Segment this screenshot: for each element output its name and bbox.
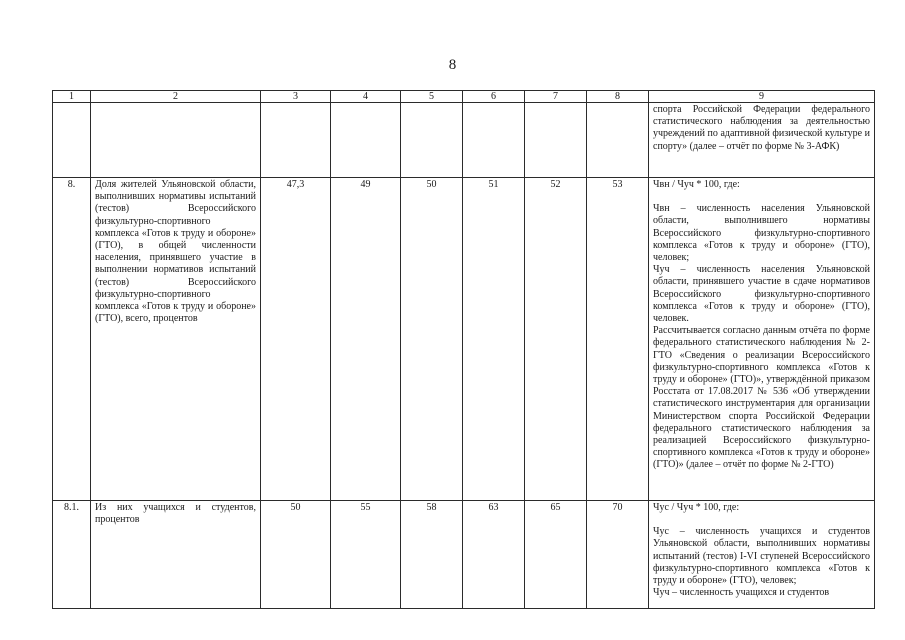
table-row — [53, 178, 875, 501]
table-row — [53, 501, 875, 609]
method-cell — [649, 501, 875, 609]
value-cell: 52 — [525, 178, 587, 501]
method-cell: спорта Российской Федерации федерального статистического наблюдения за деятельностью учреждений по адаптивной физической культуре и спорту» (далее – отчёт по форме № 3-АФК) — [649, 103, 875, 178]
header-cell: 8 — [587, 91, 649, 103]
method-cell — [649, 178, 875, 501]
header-cell: 7 — [525, 91, 587, 103]
page-number: 8 — [448, 57, 457, 73]
definition: Рассчитывается согласно данным отчёта по форме федерального статистического наблюдения № 2-ГТО «Сведения о реализации Всероссийского физкультурно-спортивного комплекса «Готов к труду и обороне» (ГТО)», утверждённой приказом Росстата от 17.08.2017 № 536 «Об утверждении статистического инструментария для организации Министерством спорта Российской Федерации федерального статистического наблюдения за реализацией Всероссийского физкультурно-спортивного комплекса «Готов к труду и обороне» (ГТО)» (далее – отчёт по форме № 2-ГТО) — [653, 325, 870, 471]
value-cell: 50 — [401, 178, 463, 501]
value-cell: 47,3 — [261, 178, 331, 501]
value-cell: 55 — [331, 501, 401, 609]
header-cell: 5 — [401, 91, 463, 103]
table-row — [53, 103, 875, 178]
value-cell: 63 — [463, 501, 525, 609]
header-cell: 3 — [261, 91, 331, 103]
value-cell: 65 — [525, 501, 587, 609]
value-cell: 49 — [331, 178, 401, 501]
indicators-table — [52, 90, 875, 609]
definition: Чус – численность учащихся и студентов Ульяновской области, выполнивших нормативы испытаний (тестов) I-VI ступеней Всероссийского физкультурно-спортивного комплекса «Готов к труду и обороне» (ГТО), человек; — [653, 526, 870, 587]
header-cell: 9 — [649, 91, 875, 103]
header-cell: 1 — [53, 91, 91, 103]
indicator-name: Доля жителей Ульяновской области, выполнивших нормативы испытаний (тестов) Всероссийского физкультурно-спортивного комплекса «Готов к труду и обороне» (ГТО), в общей численности населения, принявшего участие в выполнении нормативов испытаний (тестов) Всероссийского физкультурно-спортивного комплекса «Готов к труду и обороне» (ГТО), всего, процентов — [91, 178, 261, 501]
definition: Чуч – численность населения Ульяновской области, принявшего участие в сдаче нормативов Всероссийского физкультурно-спортивного комплекса «Готов к труду и обороне» (ГТО), человек. — [653, 264, 870, 325]
value-cell: 70 — [587, 501, 649, 609]
header-cell: 6 — [463, 91, 525, 103]
row-number: 8. — [53, 178, 91, 501]
header-cell: 2 — [91, 91, 261, 103]
value-cell: 51 — [463, 178, 525, 501]
header-cell: 4 — [331, 91, 401, 103]
definition: Чуч – численность учащихся и студентов — [653, 587, 830, 599]
definition: Чвн – численность населения Ульяновской области, выполнившего нормативы Всероссийского физкультурно-спортивного комплекса «Готов к труду и обороне» (ГТО), человек; — [653, 203, 870, 264]
value-cell: 53 — [587, 178, 649, 501]
header-row — [53, 91, 875, 103]
formula: Чус / Чуч * 100, где: — [653, 502, 740, 513]
value-cell: 50 — [261, 501, 331, 609]
formula: Чвн / Чуч * 100, где: — [653, 179, 740, 190]
row-number: 8.1. — [53, 501, 91, 609]
indicator-name: Из них учащихся и студентов, процентов — [91, 501, 261, 609]
value-cell: 58 — [401, 501, 463, 609]
